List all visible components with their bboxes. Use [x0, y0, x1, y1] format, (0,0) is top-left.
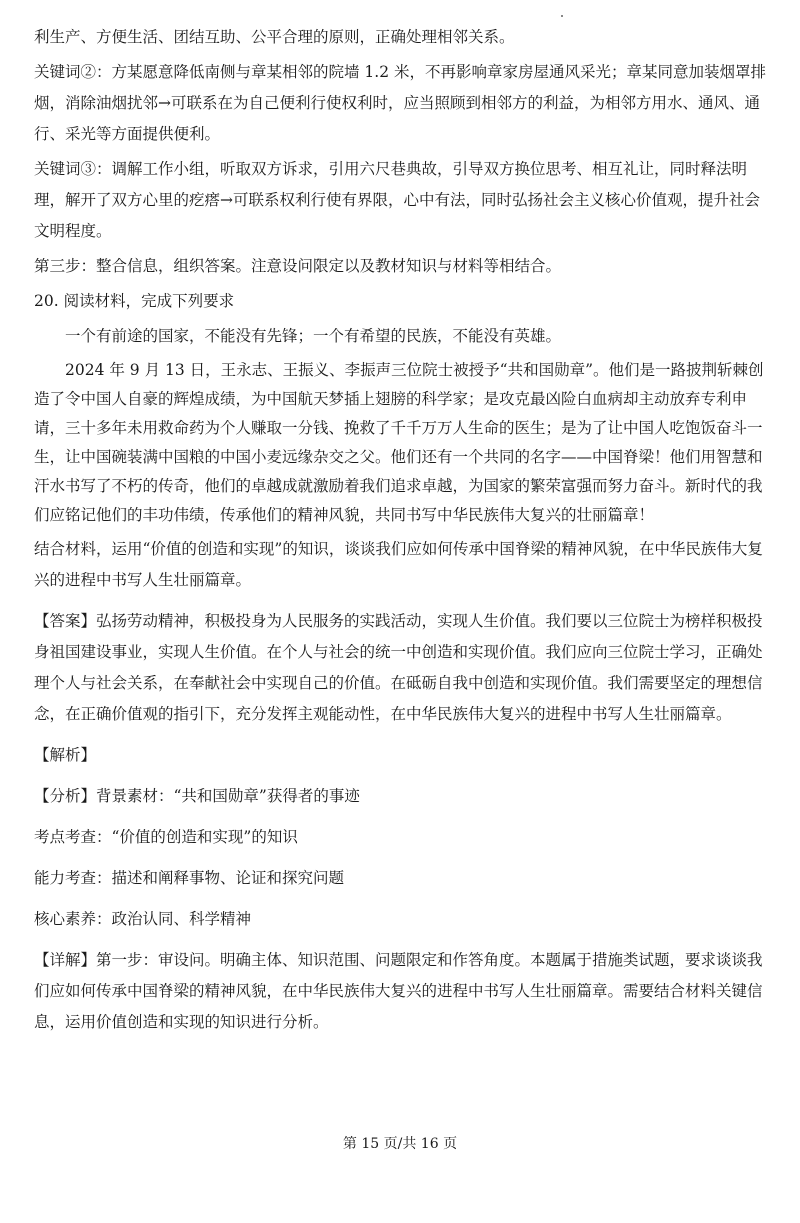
scan-mark [561, 15, 563, 17]
answer-paragraph: 【答案】弘扬劳动精神，积极投身为人民服务的实践活动，实现人生价值。我们要以三位院士为榜样积极投身祖国建设事业，实现人生价值。在个人与社会的统一中创造和实现价值。我们应向三位院士学习，正确处理个人与社会关系，在奉献社会中实现自己的价值。在砥砺自我中创造和实现价值。我们需要坚定的理想信念，在正确价值观的指引下，充分发挥主观能动性，在中华民族伟大复兴的进程中书写人生壮丽篇章。 [34, 612, 763, 723]
material-quote: 一个有前途的国家，不能没有先锋；一个有希望的民族，不能没有英雄。 [65, 327, 562, 345]
paragraph-continuation: 利生产、方便生活、团结互助、公平合理的原则，正确处理相邻关系。 [34, 28, 515, 46]
analysis-knowledge: 考点考查：“价值的创造和实现”的知识 [34, 828, 298, 846]
step-3-paragraph: 第三步：整合信息，组织答案。注意设问限定以及教材知识与材料等相结合。 [34, 257, 562, 275]
keyword-2-paragraph: 关键词②：方某愿意降低南侧与章某相邻的院墙 1.2 米，不再影响章家房屋通风采光；章某同意加装烟罩排烟，消除油烟扰邻→可联系在为自己便利行使权利时，应当照顾到相邻方的利益，为相邻方用水、通风、通行、采光等方面提供便利。 [34, 63, 767, 143]
keyword-3-paragraph: 关键词③：调解工作小组，听取双方诉求，引用六尺巷典故，引导双方换位思考、相互礼让，同时释法明理，解开了双方心里的疙瘩→可联系权利行使有界限，心中有法，同时弘扬社会主义核心价值观，提升社会文明程度。 [34, 160, 760, 240]
analysis-ability: 能力考查：描述和阐释事物、论证和探究问题 [34, 869, 345, 887]
analysis-literacy: 核心素养：政治认同、科学精神 [34, 910, 252, 928]
page-content [34, 22, 772, 1038]
question-20-heading: 20. 阅读材料，完成下列要求 [34, 292, 235, 310]
analysis-background: 【分析】背景素材：“共和国勋章”获得者的事迹 [34, 787, 360, 805]
question-prompt: 结合材料，运用“价值的创造和实现”的知识，谈谈我们应如何传承中国脊梁的精神风貌，在中华民族伟大复兴的进程中书写人生壮丽篇章。 [34, 540, 763, 589]
analysis-heading: 【解析】 [34, 746, 97, 764]
page-number: 第 15 页/共 16 页 [342, 1136, 458, 1152]
material-body: 2024 年 9 月 13 日，王永志、王振义、李振声三位院士被授予“共和国勋章”。他们是一路披荆斩棘创造了令中国人自豪的辉煌成绩，为中国航天梦插上翅膀的科学家；是攻克最凶险白血病却主动放弃专利申请，三十多年未用救命药为个人赚取一分钱、挽救了千千万万人生命的医生；是为了让中国人吃饱饭奋斗一生，让中国碗装满中国粮的中国小麦远缘杂交之父。他们还有一个共同的名字——中国脊梁！他们用智慧和汗水书写了不朽的传奇，他们的卓越成就激励着我们追求卓越，为国家的繁荣富强而努力奋斗。新时代的我们应铭记他们的丰功伟绩，传承他们的精神风貌，共同书写中华民族伟大复兴的壮丽篇章！ [34, 361, 764, 524]
detail-paragraph: 【详解】第一步：审设问。明确主体、知识范围、问题限定和作答角度。本题属于措施类试题，要求谈谈我们应如何传承中国脊梁的精神风貌，在中华民族伟大复兴的进程中书写人生壮丽篇章。需要结合材料关键信息，运用价值创造和实现的知识进行分析。 [34, 951, 763, 1031]
